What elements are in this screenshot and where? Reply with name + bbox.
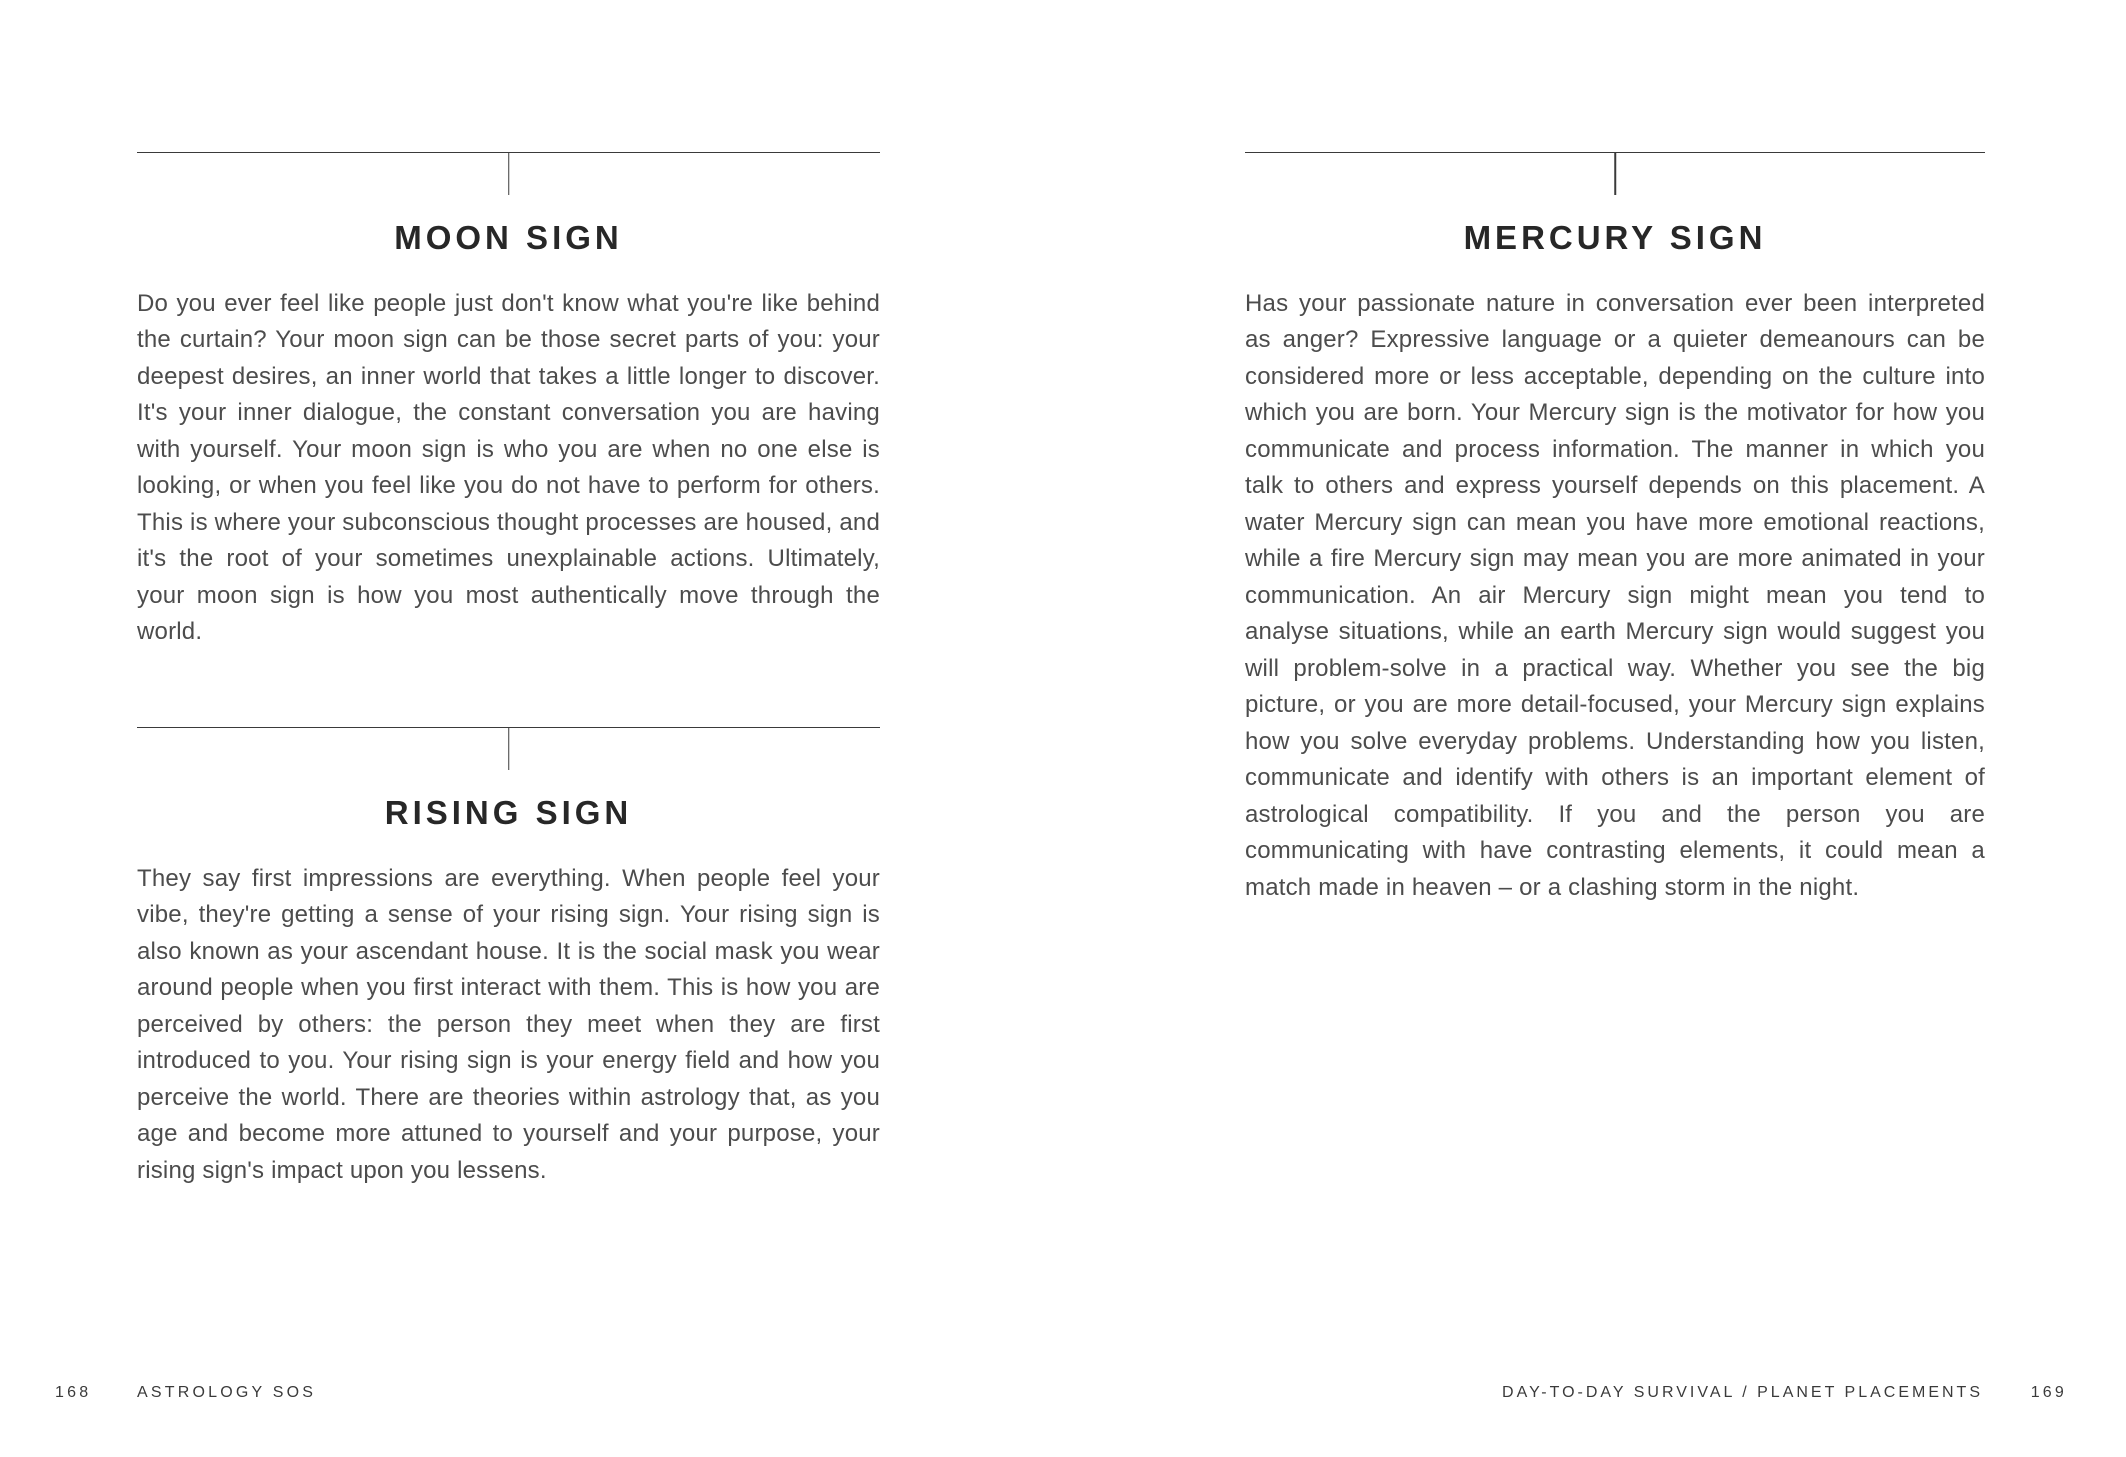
- page-right-column: [1245, 0, 1985, 1457]
- page-left-column: [137, 0, 880, 1457]
- ornament-tick: [508, 728, 510, 770]
- page-right: [1063, 0, 2126, 1457]
- section-title-rising-sign: RISING SIGN: [384, 794, 633, 831]
- ornament-tick: [1614, 153, 1616, 195]
- section-moon-sign: [137, 152, 880, 651]
- section-divider-ornament: [1245, 152, 1985, 195]
- section-body-moon-sign: Do you ever feel like people just don't know what you're like behind the curtain? Your moon sign can be those secret parts of you: your deepest desires, an inner world that takes a little longer to discover. It's your inner dialogue, the constant conversation you are having with yourself. Your moon sign is who you are when no one else is looking, or when you feel like you do not have to perform for others. This is where your subconscious thought processes are housed, and it's the root of your sometimes unexplainable actions. Ultimately, your moon sign is how you most authentically move through the world.: [137, 289, 880, 646]
- section-body-rising-sign: They say first impressions are everything. When people feel your vibe, they're getting a sense of your rising sign. Your rising sign is also known as your ascendant house. It is the social mask you wear around people when you first interact with them. This is how you are perceived by others: the person they meet when they are first introduced to you. Your rising sign is your energy field and how you perceive the world. There are theories within astrology that, as you age and become more attuned to yourself and your purpose, your rising sign's impact upon you lessens.: [137, 864, 880, 1184]
- section-body-mercury-sign: Has your passionate nature in conversation ever been interpreted as anger? Expressive language or a quieter demeanours can be considered more or less acceptable, depending on the culture into which you are born. Your Mercury sign is the motivator for how you communicate and process information. The manner in which you talk to others and express yourself depends on this placement. A water Mercury sign can mean you have more emotional reactions, while a fire Mercury sign may mean you are more animated in your communication. An air Mercury sign might mean you tend to analyse situations, while an earth Mercury sign would suggest you will problem-solve in a practical way. Whether you see the big picture, or you are more detail-focused, your Mercury sign explains how you solve everyday problems. Understanding how you listen, communicate and identify with others is an important element of astrological compatibility. If you and the person you are communicating with have contrasting elements, it could mean a match made in heaven – or a clashing storm in the night.: [1245, 289, 1985, 901]
- footer-left: [0, 1384, 1063, 1414]
- section-divider-ornament: [137, 152, 880, 195]
- section-title-moon-sign: MOON SIGN: [394, 219, 623, 256]
- running-head-right: DAY-TO-DAY SURVIVAL / PLANET PLACEMENTS: [1502, 1384, 1983, 1401]
- page-number-right: 169: [2030, 1384, 2067, 1401]
- section-title-mercury-sign: MERCURY SIGN: [1463, 219, 1767, 256]
- page-number-left: 168: [55, 1384, 92, 1401]
- section-rising-sign: [137, 727, 880, 1189]
- running-head-left: ASTROLOGY SOS: [137, 1384, 317, 1401]
- footer-right: [1063, 1384, 2126, 1414]
- section-divider-ornament: [137, 727, 880, 770]
- ornament-tick: [508, 153, 510, 195]
- section-mercury-sign: [1245, 152, 1985, 906]
